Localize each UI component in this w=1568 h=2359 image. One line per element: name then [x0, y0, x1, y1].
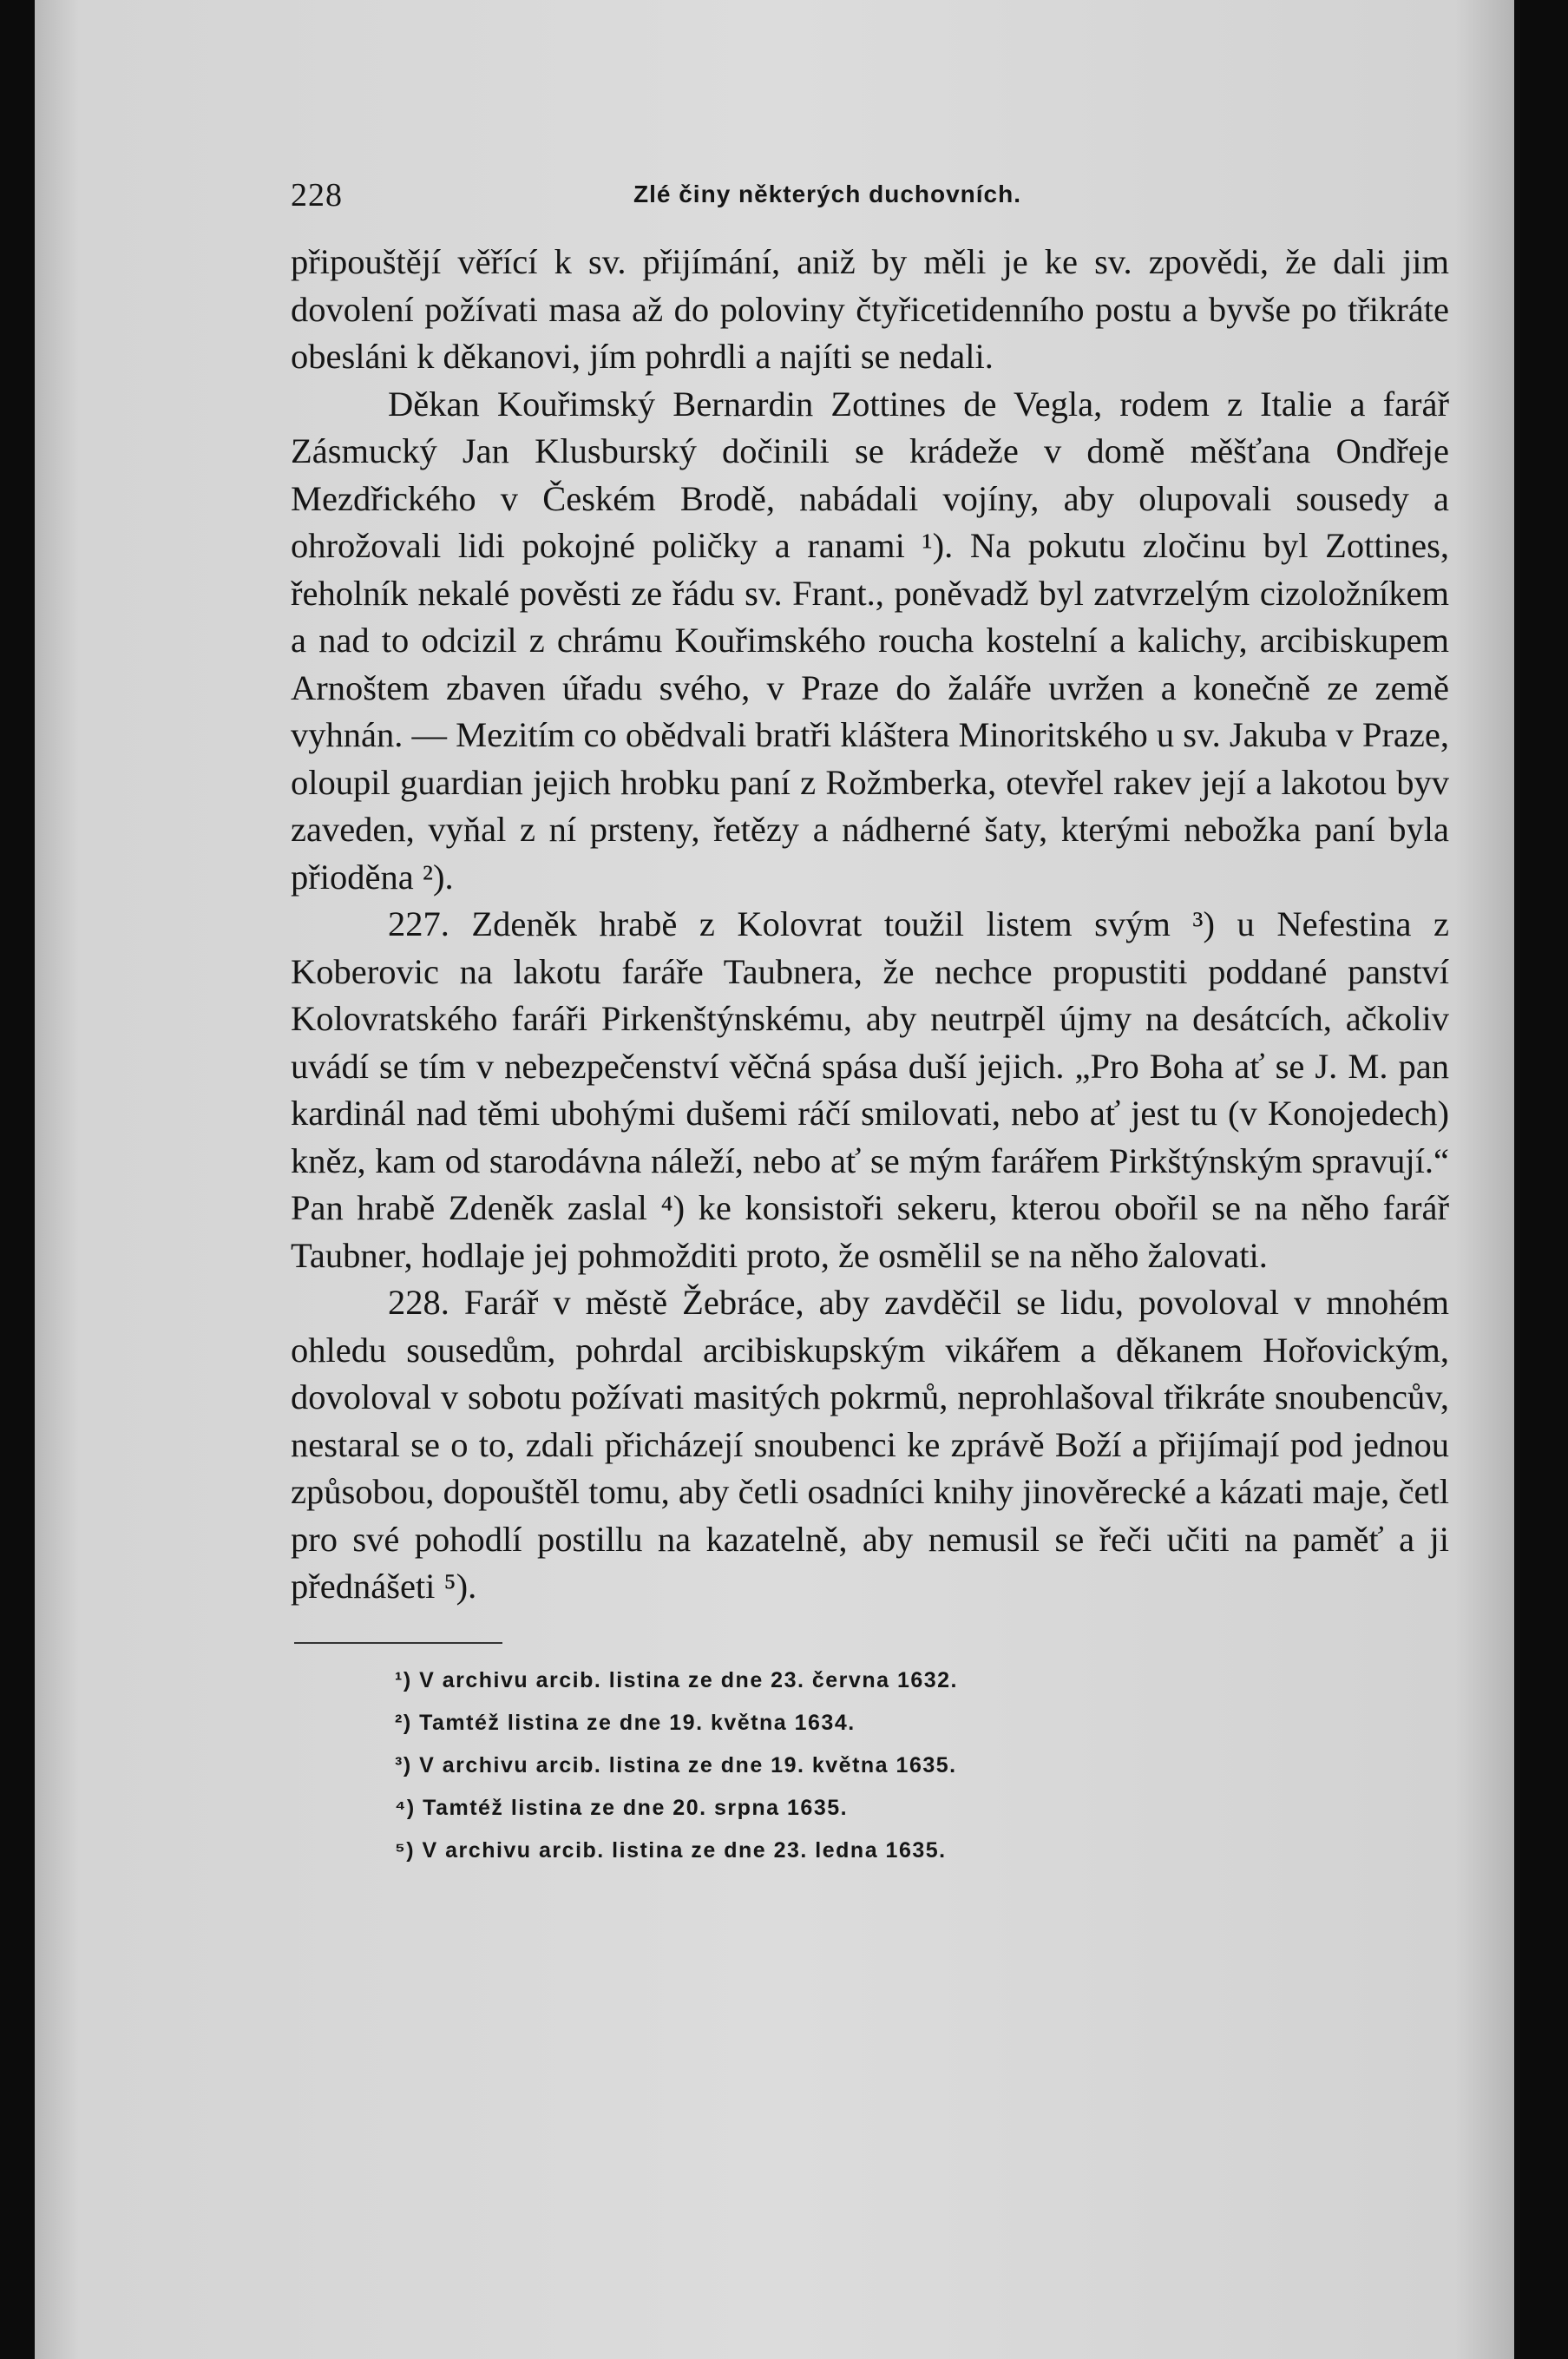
- page-content: [291, 169, 1449, 1872]
- body-text: [291, 239, 1449, 1611]
- footnote-mark: ⁵): [395, 1837, 416, 1863]
- footnote-text: V archivu arcib. listina ze dne 23. června 1632.: [419, 1667, 958, 1692]
- footnote-4: [395, 1787, 1449, 1830]
- page-number: 228: [291, 177, 343, 214]
- footnote-2: [395, 1702, 1449, 1745]
- footnote-3: [395, 1745, 1449, 1787]
- footnotes: [395, 1659, 1449, 1872]
- footnote-mark: ¹): [395, 1667, 412, 1692]
- paragraph-227: 227. Zdeněk hrabě z Kolovrat toužil listem svým ³) u Nefestina z Koberovic na lakotu faráře Taubnera, že nechce propustiti poddané panství Kolovratského faráři Pirkenštýnskému, aby neutrpěl újmy na desátcích, ačkoliv uvádí se tím v nebezpečenství věčná spása duší jejich. „Pro Boha ať se J. M. pan kardinál nad těmi ubohými dušemi ráčí smilovati, nebo ať jest tu (v Konojedech) kněz, kam od starodávna náleží, nebo ať se mým farářem Pirkštýnským spravují.“ Pan hrabě Zdeněk zaslal ⁴) ke konsistoři sekeru, kterou obořil se na něho farář Taubner, hodlaje jej pohmožditi proto, že osmělil se na něho žalovati.: [291, 904, 1449, 1275]
- footnote-separator: [294, 1642, 502, 1644]
- footnote-text: Tamtéž listina ze dne 20. srpna 1635.: [423, 1795, 849, 1820]
- footnote-text: V archivu arcib. listina ze dne 23. ledna 1635.: [422, 1837, 947, 1863]
- running-title: Zlé činy některých duchovních.: [633, 181, 1022, 207]
- paragraph-dekan-kourimsky: Děkan Kouřimský Bernardin Zottines de Vegla, rodem z Italie a farář Zásmucký Jan Klusburský dočinili se krádeže v domě měšťana Ondřeje Mezdřického v Českém Brodě, nabádali vojíny, aby olupovali sousedy a ohrožovali lidi pokojné poličky a ranami ¹). Na pokutu zločinu byl Zottines, řeholník nekalé pověsti ze řádu sv. Frant., poněvadž byl zatvrzelým cizoložníkem a nad to odcizil z chrámu Kouřimského roucha kostelní a kalichy, arcibiskupem Arnoštem zbaven úřadu svého, v Praze do žaláře uvržen a konečně ze země vyhnán. — Mezitím co obědvali bratři kláštera Minoritského u sv. Jakuba v Praze, oloupil guardian jejich hrobku paní z Rožmberka, otevřel rakev její a lakotou byv zaveden, vyňal z ní prsteny, řetězy a nádherné šaty, kterými nebožka paní byla přioděna ²).: [291, 384, 1449, 897]
- footnote-text: Tamtéž listina ze dne 19. května 1634.: [419, 1710, 856, 1735]
- footnote-text: V archivu arcib. listina ze dne 19. května 1635.: [419, 1752, 957, 1777]
- footnote-1: [395, 1659, 1449, 1702]
- page-header: [291, 169, 1449, 221]
- footnote-5: [395, 1830, 1449, 1872]
- footnote-mark: ³): [395, 1752, 412, 1777]
- book-page: [35, 0, 1514, 2359]
- footnote-mark: ²): [395, 1710, 412, 1735]
- paragraph-228: 228. Farář v městě Žebráce, aby zavděčil se lidu, povoloval v mnohém ohledu sousedům, pohrdal arcibiskupským vikářem a děkanem Hořovickým, dovoloval v sobotu požívati masitých pokrmů, neprohlašoval třikráte snoubencův, nestaral se o to, zdali přicházejí snoubenci ke zprávě Boží a přijímají pod jednou způsobou, dopouštěl tomu, aby četli osadníci knihy jinověrecké a kázati maje, četl pro své pohodlí postillu na kazatelně, aby nemusil se řeči učiti na paměť a ji přednášeti ⁵).: [291, 1283, 1449, 1606]
- paragraph-continuation: připouštějí věřící k sv. přijímání, aniž by měli je ke sv. zpovědi, že dali jim dovolení požívati masa až do poloviny čtyřicetidenního postu a byvše po třikráte obesláni k děkanovi, jím pohrdli a najíti se nedali.: [291, 242, 1449, 376]
- footnote-mark: ⁴): [395, 1795, 416, 1820]
